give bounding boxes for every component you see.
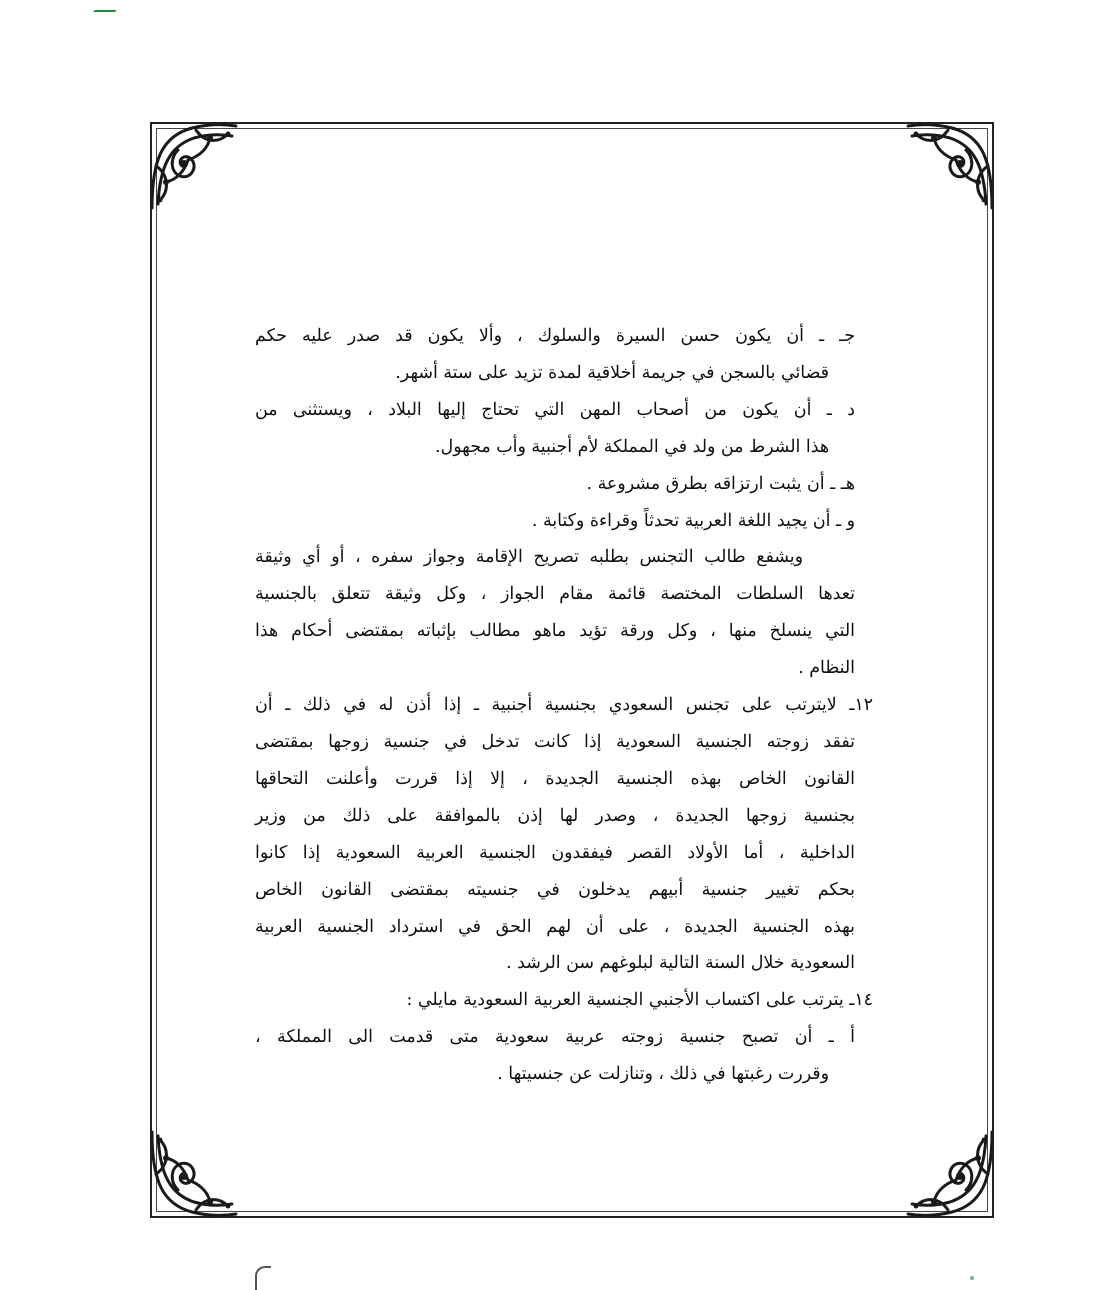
scan-mark-bottom — [255, 1266, 271, 1290]
text-line: تعدها السلطات المختصة قائمة مقام الجواز ، وكل وثيقة تتعلق بالجنسية — [255, 584, 855, 605]
text-line: و ـ أن يجيد اللغة العربية تحدثاً وقراءة وكتابة . — [531, 510, 855, 531]
text-line: بحكم تغيير جنسية أبيهم يدخلون في جنسيته بمقتضى القانون الخاص — [255, 879, 855, 900]
text-line: القانون الخاص بهذه الجنسية الجديدة ، إلا إذا قررت وأعلنت التحاقها — [255, 768, 855, 789]
scan-dot — [970, 1276, 974, 1280]
text-line: قضائي بالسجن في جريمة أخلاقية لمدة تزيد على ستة أشهر. — [395, 362, 829, 383]
text-line: بهذه الجنسية الجديدة ، على أن لهم الحق في استرداد الجنسية العربية — [255, 916, 855, 937]
document-body — [255, 318, 873, 1093]
text-line: السعودية خلال السنة التالية لبلوغهم سن الرشد . — [506, 953, 855, 974]
corner-ornament-icon — [904, 120, 996, 212]
text-line: ويشفع طالب التجنس بطلبه تصريح الإقامة وجواز سفره ، أو أي وثيقة — [255, 547, 803, 568]
text-line: د ـ أن يكون من أصحاب المهن التي تحتاج إليها البلاد ، ويستثنى من — [255, 399, 855, 420]
text-line: بجنسية زوجها الجديدة ، وصدر لها إذن بالموافقة على ذلك من وزير — [255, 805, 855, 826]
corner-ornament-icon — [904, 1128, 996, 1220]
text-line: ١٢ـ لايترتب على تجنس السعودي بجنسية أجنبية ـ إذا أذن له في ذلك ـ أن — [255, 695, 873, 716]
text-line: النظام . — [798, 658, 855, 679]
text-line: هـ ـ أن يثبت ارتزاقه بطرق مشروعة . — [586, 473, 855, 494]
corner-ornament-icon — [148, 120, 240, 212]
text-line: هذا الشرط من ولد في المملكة لأم أجنبية وأب مجهول. — [435, 436, 829, 457]
text-line: ١٤ـ يترتب على اكتساب الأجنبي الجنسية العربية السعودية مايلي : — [406, 990, 873, 1011]
text-line: تفقد زوجته الجنسية السعودية إذا كانت تدخل في جنسية زوجها بمقتضى — [255, 731, 855, 752]
text-line: أ ـ أن تصبح جنسية زوجته عربية سعودية متى قدمت الى المملكة ، — [255, 1027, 855, 1048]
text-line: التي ينسلخ منها ، وكل ورقة تؤيد ماهو مطالب بإثباته بمقتضى أحكام هذا — [255, 621, 855, 642]
corner-ornament-icon — [148, 1128, 240, 1220]
text-line: الداخلية ، أما الأولاد القصر فيفقدون الجنسية العربية السعودية إذا كانوا — [255, 842, 855, 863]
text-line: جـ ـ أن يكون حسن السيرة والسلوك ، وألا يكون قد صدر عليه حكم — [255, 326, 855, 346]
scan-mark-top — [93, 0, 125, 12]
text-line: وقررت رغبتها في ذلك ، وتنازلت عن جنسيتها . — [497, 1064, 829, 1085]
